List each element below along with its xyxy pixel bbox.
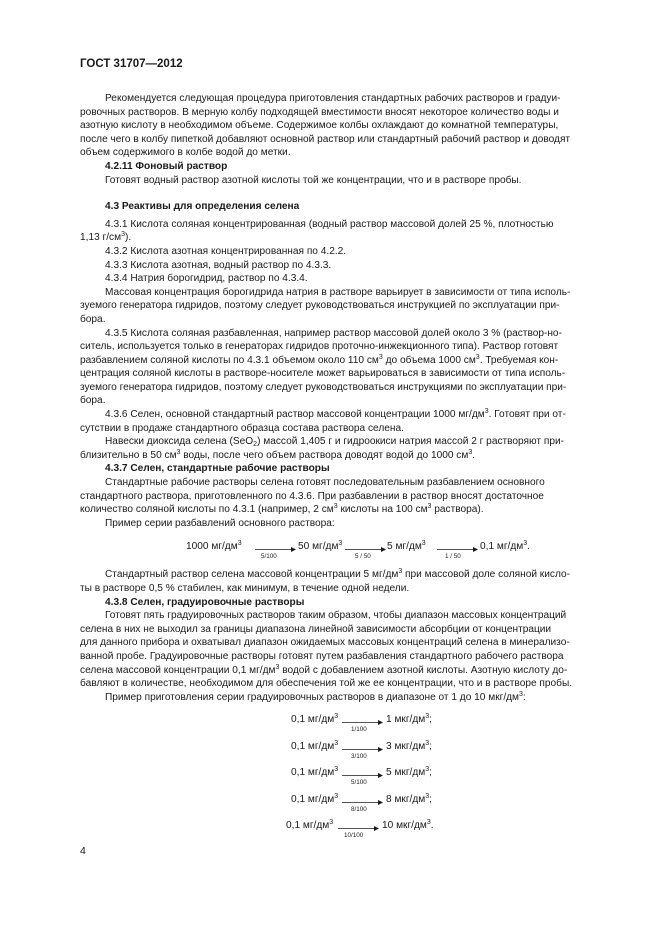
section-4-2-11-text: Готовят водный раствор азотной кислоты той же концентрации, что и в растворе пробы. [105, 174, 522, 186]
text-line: Навески диоксида селена (SeO [105, 436, 254, 448]
text-line: водой с добавлением азотной кислоты. Азотную кислоту до- [279, 664, 568, 676]
item-4-3-3: 4.3.3 Кислота азотная, водный раствор по 4.3.3. [105, 259, 332, 271]
text-line: . [472, 449, 476, 461]
superscript: 3 [484, 408, 489, 416]
text-line: азотную кислоту в необходимом объеме. Содержимое колбы охлаждают до комнатной температуры, [80, 120, 559, 132]
document-header: ГОСТ 31707—2012 [80, 58, 183, 70]
cal-from: 0,1 $мг/дм^3$ [291, 713, 339, 726]
calibration-step [80, 711, 588, 738]
text-line: до объема 1000 см [382, 354, 476, 366]
cal-from: 0,1 $мг/дм^3$ [291, 766, 339, 779]
superscript: 3 [121, 231, 125, 239]
chain-ratio-3: 1 / 50 [445, 553, 461, 561]
text-line: кислоты на 100 см [337, 504, 428, 516]
text-line: . Требуемая кон- [479, 354, 559, 366]
cal-to: 3 мкг/$дм^3$; [386, 739, 432, 752]
page-body [80, 92, 588, 844]
text-line: ситель, используется только в генераторах гидридов проточно-инжекционного типа). Раствор готовят [80, 341, 559, 353]
chain-value-4: 0,1 $мг/дм^3$. [480, 540, 530, 553]
item-4-3-6-preparation [80, 435, 588, 462]
dilution-example-intro: Пример серии разбавлений основного раствора: [105, 517, 335, 529]
cal-to: 10 мкг/$дм^3$. [382, 819, 434, 832]
superscript: 3 [519, 690, 523, 698]
text-line: центрация соляной кислоты в растворе-носителе может варьироваться в зависимости от типа исполь- [80, 368, 566, 380]
item-4-3-6 [80, 408, 588, 435]
text-line: : [522, 691, 526, 703]
page-number: 4 [80, 845, 86, 857]
item-4-3-5 [80, 327, 588, 409]
text-line: Стандартные рабочие растворы селена готовят последовательным разбавлением основного [105, 477, 545, 489]
text-line: после чего в колбу пипеткой добавляют основной раствор или стандартный рабочий раствор и доводят [80, 133, 571, 145]
text-line: количество соляной кислоты по 4.3.1 (например, 2 см [80, 504, 334, 516]
text-line: разбавлением соляной кислоты по 4.3.1 объемом около 110 см [80, 354, 379, 366]
item-4-3-1 [80, 218, 588, 245]
stability-note [80, 568, 588, 595]
section-4-3-8-text [80, 609, 588, 691]
text-line: ) массой 1,405 г и гидроокиси натрия массой 2 г растворяют при- [257, 436, 565, 448]
item-4-3-2: 4.3.2 Кислота азотная концентрированная по 4.2.2. [105, 245, 347, 257]
text-line: раствора). [431, 504, 484, 516]
text-line: при массовой доле соляной кисло- [402, 569, 570, 581]
cal-from: 0,1 $мг/дм^3$ [291, 792, 339, 805]
text-line: ). [124, 232, 132, 244]
text-line: ванной пробе. Градуировочные растворы готовят путем разбавления стандартного рабочего раствора [80, 650, 564, 662]
superscript: 3 [275, 663, 280, 671]
superscript: 3 [333, 503, 338, 511]
cal-to: 5 мкг/$дм^3$; [386, 766, 432, 779]
cal-ratio: 8/100 [351, 805, 367, 813]
cal-ratio: 10/100 [344, 832, 364, 840]
text-line: Рекомендуется следующая процедура приготовления стандартных рабочих растворов и градуи- [105, 93, 561, 104]
text-line: близительно в 50 см [80, 449, 177, 461]
superscript: 3 [398, 568, 403, 576]
chain-ratio-1: 5/100 [261, 553, 277, 561]
dilution-chain [80, 538, 588, 562]
text-line: сутствии в продаже стандартного образца состава раствора селена. [80, 422, 404, 434]
text-line: бавляют в количестве, необходимом для обеспечения той же ее концентрации, что и в растворе пробы. [80, 678, 573, 690]
text-line: селена массовой концентрации 0,1 мг/дм [80, 664, 276, 676]
text-line: бора. [80, 313, 106, 325]
section-4-3-7-text [80, 476, 588, 517]
text-line: Стандартный раствор селена массовой концентрации 5 мг/дм [105, 569, 399, 581]
text-line: для данного прибора и охватывал диапазон ожидаемых массовых концентраций селена в минерализо- [80, 637, 570, 649]
cal-ratio: 1/100 [351, 726, 367, 734]
cal-from: 0,1 $мг/дм^3$ [286, 819, 334, 832]
text-line: зуемого генератора гидридов, поэтому следует руководствоваться инструкцией по эксплуатации при- [80, 300, 560, 312]
superscript: 3 [378, 353, 383, 361]
procedure-paragraph [80, 92, 588, 160]
calibration-step [80, 738, 588, 765]
cal-from: 0,1 $мг/дм^3$ [291, 739, 339, 752]
text-line: 4.3.1 Кислота соляная концентрированная (водный раствор массовой долей 25 %, плотностью [105, 218, 554, 230]
text-line: зуемого генератора гидридов, поэтому следует руководствоваться инструкциями по эксплуатации при- [80, 381, 567, 393]
chain-value-1: 1000 $мг/дм^3$ [186, 540, 242, 553]
calibration-step [80, 764, 588, 791]
text-line: Пример приготовления серии градуировочных растворов в диапазоне от 1 до 10 мкг/дм [105, 691, 520, 703]
text-line: бора. [80, 395, 106, 407]
text-line: Готовят пять градуировочных растворов таким образом, чтобы диапазон массовых концентраций [105, 610, 567, 622]
calibration-step [80, 791, 588, 818]
text-line: ровочных растворов. В мерную колбу подходящей вместимости вносят некоторое количество воды и [80, 106, 559, 118]
section-heading-4-3-8: 4.3.8 Селен, градуировочные растворы [105, 596, 305, 608]
text-line: селена в них не выходил за границы диапазона линейной зависимости абсорбции от концентрации [80, 623, 552, 635]
text-line: Массовая концентрация борогидрида натрия в растворе варьирует в зависимости от типа исполь- [105, 286, 571, 298]
text-line: стандартного раствора, приготовленного по 4.3.6. При разбавлении в раствор вносят достаточное [80, 490, 544, 502]
note-4-3-4 [80, 286, 588, 327]
text-line: объем содержимого в колбе водой до метки. [80, 147, 291, 159]
text-line: ты в растворе 0,5 % стабилен, как минимум, в течение одной недели. [80, 583, 410, 594]
superscript: 3 [427, 503, 432, 511]
text-line: воды, после чего объем раствора доводят водой до 1000 см [180, 449, 469, 461]
superscript: 3 [475, 353, 480, 361]
cal-ratio: 3/100 [351, 752, 367, 760]
calibration-example-intro [80, 691, 588, 705]
text-line: . Готовят при от- [488, 409, 566, 421]
cal-to: 8 мкг/$дм^3$; [386, 792, 432, 805]
text-line: 1,13 г/см [80, 232, 122, 244]
chain-value-2: 50 $мг/дм^3$ [298, 540, 343, 553]
chain-value-3: 5 $мг/дм^3$ [387, 540, 426, 553]
chain-ratio-2: 5 / 50 [355, 553, 371, 561]
section-heading-4-3-7: 4.3.7 Селен, стандартные рабочие растворы [105, 463, 330, 475]
item-4-3-4: 4.3.4 Натрия борогидрид, раствор по 4.3.4. [105, 273, 308, 285]
section-heading-4-2-11: 4.2.11 Фоновый раствор [105, 160, 228, 172]
text-line: 4.3.6 Селен, основной стандартный раствор массовой концентрации 1000 мг/дм [105, 409, 485, 421]
superscript: 3 [176, 448, 181, 456]
calibration-step [80, 817, 588, 844]
text-line: 4.3.5 Кислота соляная разбавленная, например раствор массовой долей около 3 % (раствор-но- [105, 327, 562, 339]
superscript: 3 [468, 448, 473, 456]
section-heading-4-3: 4.3 Реактивы для определения селена [105, 201, 300, 213]
subscript: 2 [253, 441, 258, 449]
cal-ratio: 5/100 [351, 779, 367, 787]
cal-to: 1 мкг/$дм^3$; [386, 713, 432, 726]
